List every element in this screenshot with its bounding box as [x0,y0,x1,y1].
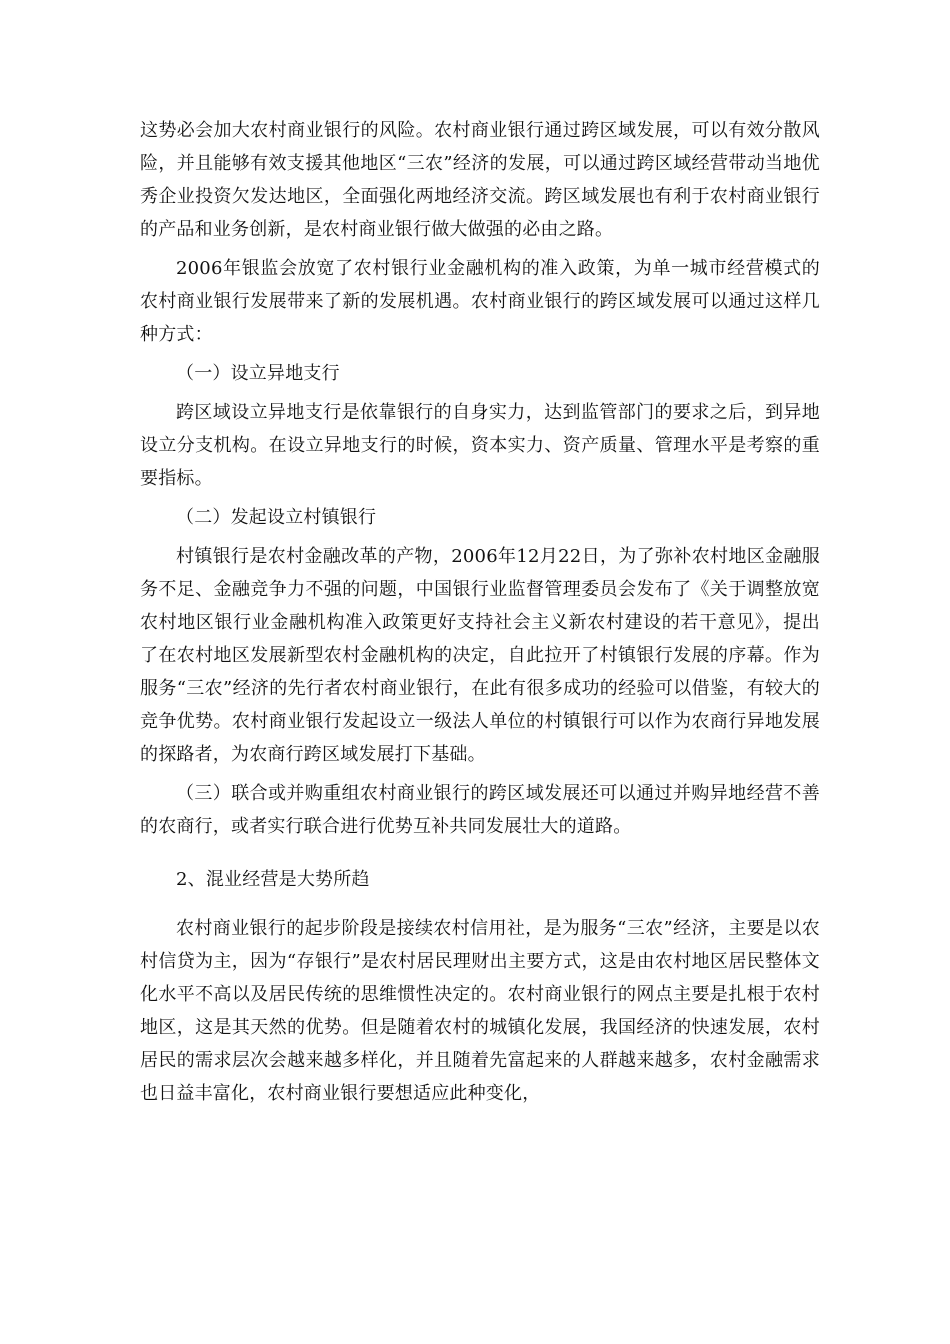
paragraph-branch: 跨区域设立异地支行是依靠银行的自身实力，达到监管部门的要求之后，到异地设立分支机构。在设立异地支行的时候，资本实力、资产质量、管理水平是考察的重要指标。 [140,402,820,489]
paragraph-village-bank: 村镇银行是农村金融改革的产物，2006年12月22日，为了弥补农村地区金融服务不足、金融竞争力不强的问题，中国银行业监督管理委员会发布了《关于调整放宽农村地区银行业金融机构准入政策更好支持社会主义新农村建设的若干意见》，提出了在农村地区发展新型农村金融机构的决定，自此拉开了村镇银行发展的序幕。作为服务“三农”经济的先行者农村商业银行，在此有很多成功的经验可以借鉴，有较大的竞争优势。农村商业银行发起设立一级法人单位的村镇银行可以作为农商行异地发展的探路者，为农商行跨区域发展打下基础。 [140,546,820,765]
paragraph-merger: （三）联合或并购重组农村商业银行的跨区域发展还可以通过并购异地经营不善的农商行，或者实行联合进行优势互补共同发展壮大的道路。 [140,783,820,837]
section-heading-mixed-operation: 2、混业经营是大势所趋 [176,869,370,890]
paragraph-2006-policy: 2006年银监会放宽了农村银行业金融机构的准入政策，为单一城市经营模式的农村商业银行发展带来了新的发展机遇。农村商业银行的跨区域发展可以通过这样几种方式： [140,258,820,345]
paragraph-risk-diversification: 这势必会加大农村商业银行的风险。农村商业银行通过跨区域发展，可以有效分散风险，并且能够有效支援其他地区“三农”经济的发展，可以通过跨区域经营带动当地优秀企业投资欠发达地区，全面强化两地经济交流。跨区域发展也有利于农村商业银行的产品和业务创新，是农村商业银行做大做强的必由之路。 [140,120,820,240]
document-body [140,114,820,1110]
paragraph-mixed-operation: 农村商业银行的起步阶段是接续农村信用社，是为服务“三农”经济，主要是以农村信贷为主，因为“存银行”是农村居民理财出主要方式，这是由农村地区居民整体文化水平不高以及居民传统的思维惯性决定的。农村商业银行的网点主要是扎根于农村地区，这是其天然的优势。但是随着农村的城镇化发展，我国经济的快速发展，农村居民的需求层次会越来越多样化，并且随着先富起来的人群越来越多，农村金融需求也日益丰富化，农村商业银行要想适应此种变化， [140,918,820,1104]
subheading-branch: （一）设立异地支行 [176,363,340,384]
subheading-village-bank: （二）发起设立村镇银行 [176,507,377,528]
